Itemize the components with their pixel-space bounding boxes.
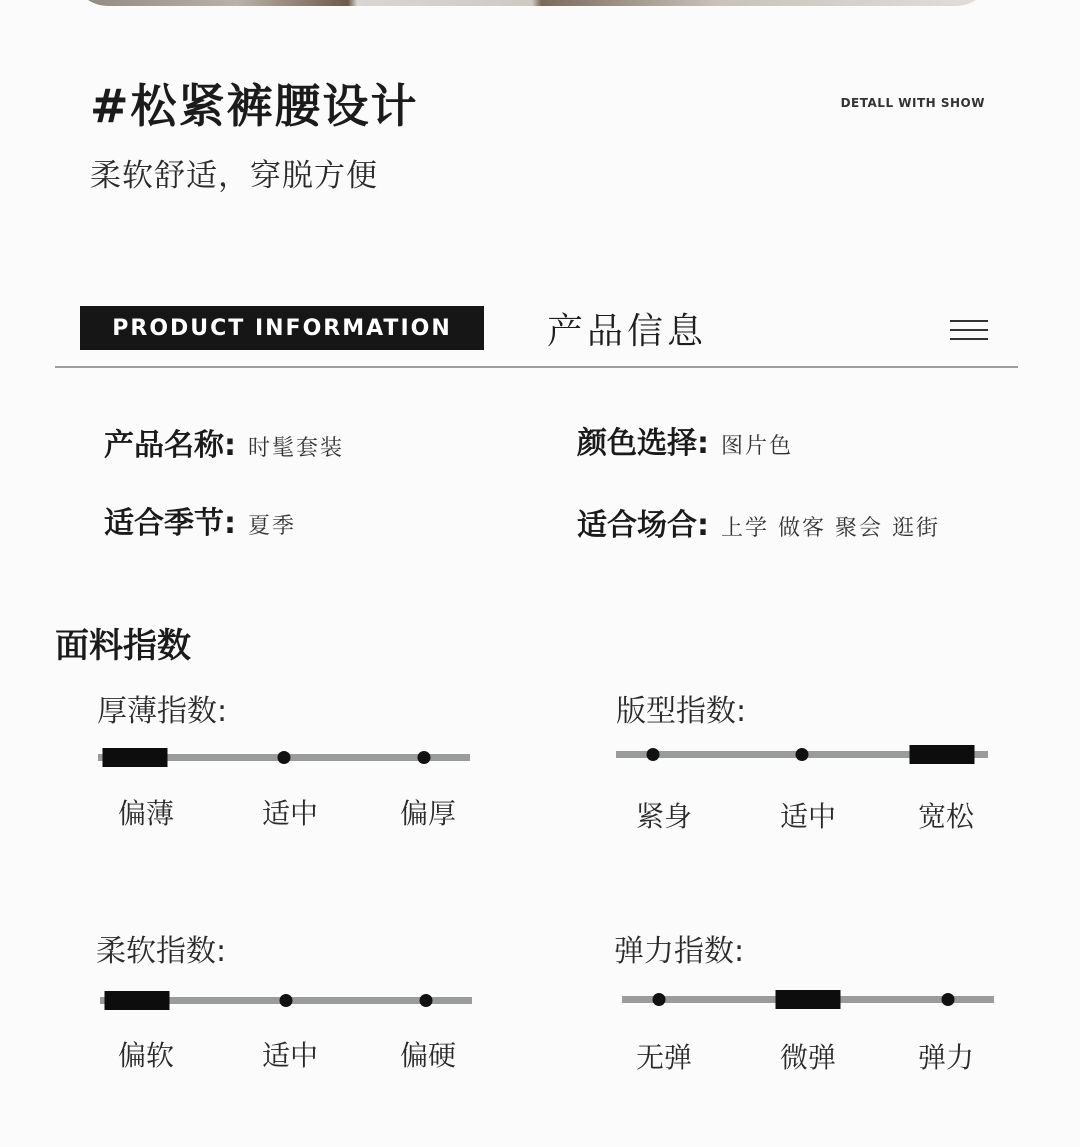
fit-index-label: 版型指数: (616, 694, 747, 729)
product-information-banner: PRODUCT INFORMATION (80, 306, 484, 350)
index-selected-marker (776, 990, 841, 1009)
softness-option: 适中 (261, 1039, 319, 1072)
elasticity-index-label: 弹力指数: (614, 934, 745, 969)
index-dot (278, 751, 291, 764)
spec-value: 图片色 (721, 434, 794, 459)
top-product-photo (72, 0, 992, 6)
index-selected-marker (103, 748, 168, 767)
fabric-index-title: 面料指数 (55, 626, 191, 666)
index-dot (647, 748, 660, 761)
thickness-option: 偏厚 (399, 797, 457, 830)
index-dot (417, 751, 430, 764)
product-information-title: 产品信息 (547, 311, 708, 352)
menu-icon (950, 320, 988, 342)
elasticity-index-track (622, 996, 994, 1003)
index-dot (653, 993, 666, 1006)
fit-option: 宽松 (917, 800, 975, 833)
spec-key: 产品名称: (104, 428, 236, 463)
detail-english-label: DETALL WITH SHOW (840, 96, 985, 110)
spec-key: 适合季节: (104, 506, 236, 541)
softness-index-track (100, 997, 472, 1004)
thickness-option: 适中 (261, 797, 319, 830)
index-dot (419, 994, 432, 1007)
index-selected-marker (909, 745, 974, 764)
spec-key: 适合场合: (577, 508, 709, 543)
spec-value: 时髦套装 (248, 436, 345, 461)
thickness-option: 偏薄 (117, 797, 175, 830)
elasticity-option: 弹力 (917, 1041, 975, 1074)
spec-value: 夏季 (248, 514, 297, 539)
spec-value: 上学 做客 聚会 逛街 (721, 516, 940, 541)
elasticity-option: 微弹 (779, 1041, 837, 1074)
subtitle: 柔软舒适，穿脱方便 (90, 158, 378, 194)
spec-key: 颜色选择: (577, 426, 709, 461)
spec-season (104, 498, 296, 542)
spec-color-choice (577, 418, 793, 462)
softness-option: 偏软 (117, 1039, 175, 1072)
thickness-index-label: 厚薄指数: (97, 694, 228, 729)
thickness-index-track (98, 754, 470, 761)
spec-occasion (577, 500, 940, 544)
page-title: #松紧裤腰设计 (90, 79, 419, 133)
index-dot (280, 994, 293, 1007)
fit-option: 适中 (779, 800, 837, 833)
index-selected-marker (105, 991, 170, 1010)
softness-index-label: 柔软指数: (96, 934, 227, 969)
elasticity-option: 无弹 (635, 1041, 693, 1074)
section-divider (55, 366, 1018, 368)
index-dot (796, 748, 809, 761)
fit-option: 紧身 (635, 800, 693, 833)
spec-product-name (104, 420, 344, 464)
index-dot (941, 993, 954, 1006)
softness-option: 偏硬 (399, 1039, 457, 1072)
fit-index-track (616, 751, 988, 758)
